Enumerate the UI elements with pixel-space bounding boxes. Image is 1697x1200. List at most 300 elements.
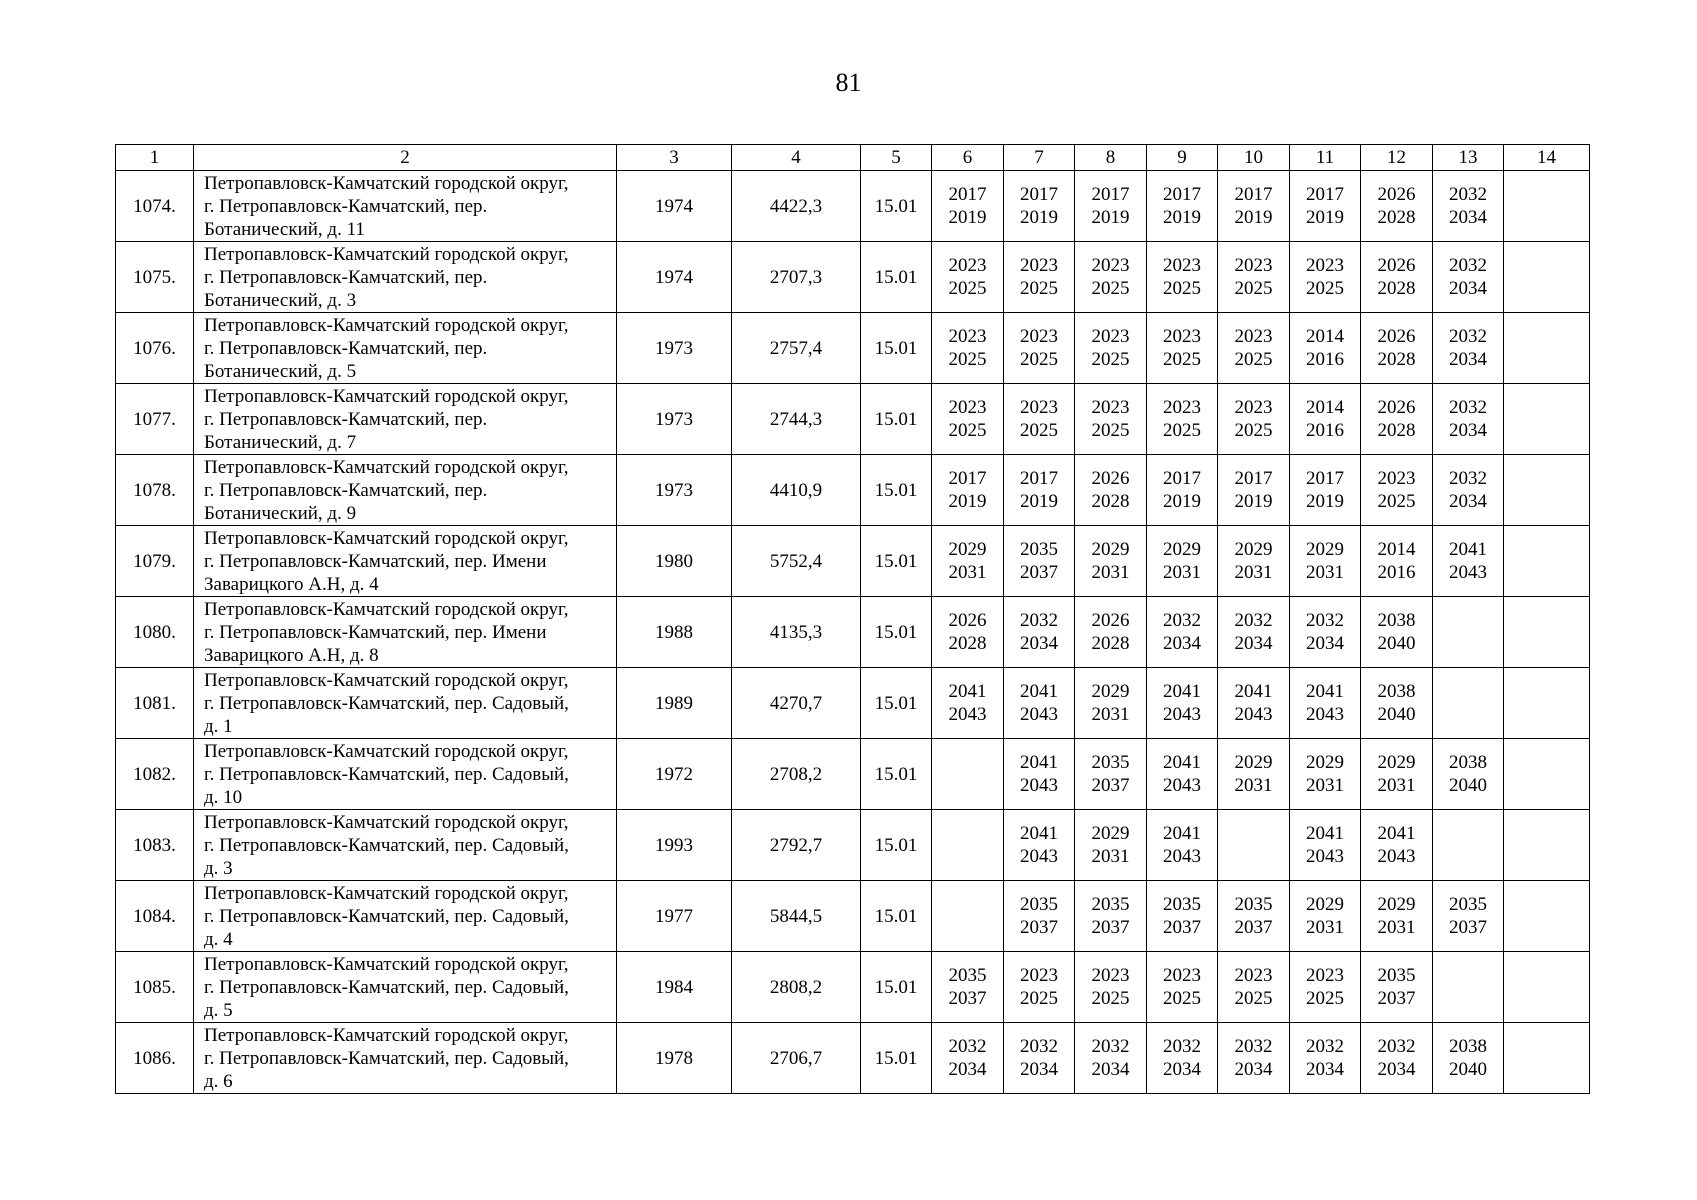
period-start: 2023: [1020, 255, 1058, 276]
period-cell: [1504, 810, 1590, 881]
period-end: 2043: [1377, 846, 1416, 867]
period-start: 2023: [1234, 255, 1273, 276]
period-start: 2026: [1091, 610, 1130, 631]
year-built-cell: 1984: [617, 952, 732, 1023]
table-row: [116, 881, 1590, 952]
year-built-cell: 1973: [617, 384, 732, 455]
period-cell: [1218, 810, 1290, 881]
period-cell: [1504, 313, 1590, 384]
period-start: 2029: [1306, 894, 1344, 915]
period-end: 2043: [1163, 846, 1201, 867]
year-built-cell: 1972: [617, 739, 732, 810]
period-end: 2034: [1163, 633, 1201, 654]
period-cell: [1147, 952, 1218, 1023]
period-cell: [1361, 810, 1433, 881]
period-cell: [1290, 313, 1361, 384]
period-cell: [1433, 455, 1504, 526]
period-start: 2026: [1377, 255, 1416, 276]
period-cell: [1290, 242, 1361, 313]
year-built-cell: 1980: [617, 526, 732, 597]
period-end: 2025: [1306, 988, 1344, 1009]
period-start: 2032: [1449, 468, 1487, 489]
period-end: 2025: [1020, 420, 1058, 441]
period-end: 2037: [1020, 562, 1058, 583]
period-end: 2025: [1091, 349, 1130, 370]
period-end: 2040: [1377, 704, 1416, 725]
period-start: 2029: [1377, 752, 1416, 773]
period-end: 2019: [1020, 491, 1058, 512]
address-line: д. 1: [204, 715, 233, 737]
period-end: 2019: [1091, 207, 1130, 228]
period-end: 2019: [948, 207, 987, 228]
address-line: Петропавловск-Камчатский городской округ,: [204, 527, 569, 549]
page-number: 81: [835, 68, 862, 97]
address-line: г. Петропавловск-Камчатский, пер.: [204, 479, 488, 501]
period-end: 2031: [1091, 704, 1130, 725]
table-row: [116, 171, 1590, 242]
period-end: 2034: [1234, 633, 1273, 654]
period-cell: [1147, 171, 1218, 242]
period-start: 2035: [1091, 894, 1130, 915]
period-cell: [1504, 597, 1590, 668]
period-cell: [1361, 384, 1433, 455]
row-number-cell: 1085.: [116, 952, 194, 1023]
period-start: 2023: [1163, 965, 1201, 986]
period-cell: [1504, 739, 1590, 810]
period-cell: [1004, 810, 1075, 881]
period-end: 2019: [1163, 207, 1201, 228]
period-start: 2023: [1234, 397, 1273, 418]
column-header-4: 4: [732, 145, 861, 171]
row-number-cell: 1086.: [116, 1023, 194, 1094]
period-end: 2034: [1449, 207, 1487, 228]
period-start: 2014: [1306, 397, 1344, 418]
period-start: 2038: [1377, 610, 1416, 631]
period-cell: [1004, 668, 1075, 739]
address-line: Ботанический, д. 11: [204, 218, 365, 240]
period-start: 2032: [1449, 326, 1487, 347]
period-cell: [1004, 455, 1075, 526]
period-cell: [1075, 952, 1147, 1023]
period-cell: [1433, 881, 1504, 952]
period-cell: [1433, 384, 1504, 455]
address-line: Заварицкого А.Н, д. 8: [204, 644, 379, 666]
period-end: 2037: [1020, 917, 1058, 938]
period-end: 2031: [1091, 562, 1130, 583]
period-end: 2031: [1306, 562, 1344, 583]
period-end: 2031: [1377, 775, 1416, 796]
period-start: 2026: [1091, 468, 1130, 489]
period-start: 2041: [1163, 752, 1201, 773]
address-line: д. 3: [204, 857, 233, 879]
address-line: г. Петропавловск-Камчатский, пер. Садовый,: [204, 976, 569, 998]
period-start: 2041: [1306, 823, 1344, 844]
period-cell: [1075, 1023, 1147, 1094]
year-built-cell: 1993: [617, 810, 732, 881]
period-cell: [1504, 1023, 1590, 1094]
period-start: 2026: [1377, 397, 1416, 418]
year-built-cell: 1978: [617, 1023, 732, 1094]
period-start: 2026: [948, 610, 987, 631]
period-end: 2034: [1449, 420, 1487, 441]
period-cell: [1004, 1023, 1075, 1094]
period-cell: [1361, 171, 1433, 242]
address-line: Ботанический, д. 7: [204, 431, 357, 453]
area-cell: 4410,9: [732, 455, 861, 526]
address-line: Петропавловск-Камчатский городской округ,: [204, 811, 569, 833]
table-row: [116, 384, 1590, 455]
period-cell: [1147, 384, 1218, 455]
address-line: Петропавловск-Камчатский городской округ,: [204, 314, 569, 336]
period-cell: [1218, 668, 1290, 739]
period-start: 2023: [1020, 397, 1058, 418]
period-cell: [1075, 171, 1147, 242]
period-start: 2032: [1306, 1036, 1344, 1057]
period-start: 2026: [1377, 326, 1416, 347]
period-cell: [1004, 952, 1075, 1023]
period-end: 2025: [1091, 278, 1130, 299]
address-line: Ботанический, д. 9: [204, 502, 357, 524]
period-end: 2025: [948, 420, 987, 441]
period-start: 2017: [948, 184, 987, 205]
area-cell: 2707,3: [732, 242, 861, 313]
period-end: 2019: [1234, 491, 1273, 512]
period-cell: [1361, 952, 1433, 1023]
period-cell: [1004, 597, 1075, 668]
period-end: 2034: [1020, 633, 1058, 654]
period-cell: [932, 526, 1004, 597]
period-cell: [932, 597, 1004, 668]
period-cell: [1504, 242, 1590, 313]
period-end: 2025: [1020, 988, 1058, 1009]
period-start: 2032: [1449, 255, 1487, 276]
period-start: 2017: [1020, 468, 1058, 489]
address-cell: [194, 668, 617, 739]
period-cell: [932, 739, 1004, 810]
row-number-cell: 1076.: [116, 313, 194, 384]
period-cell: [932, 668, 1004, 739]
period-cell: [1075, 597, 1147, 668]
period-end: 2031: [1377, 917, 1416, 938]
period-cell: [1004, 171, 1075, 242]
period-end: 2034: [1306, 633, 1344, 654]
period-start: 2017: [1306, 184, 1344, 205]
period-start: 2032: [1163, 1036, 1201, 1057]
period-start: 2017: [1234, 184, 1273, 205]
period-end: 2031: [1306, 917, 1344, 938]
period-end: 2040: [1449, 1059, 1487, 1080]
period-cell: [932, 313, 1004, 384]
address-line: Петропавловск-Камчатский городской округ,: [204, 456, 569, 478]
year-built-cell: 1974: [617, 242, 732, 313]
address-line: г. Петропавловск-Камчатский, пер.: [204, 337, 488, 359]
period-cell: [1218, 455, 1290, 526]
period-end: 2019: [1234, 207, 1273, 228]
period-end: 2034: [1234, 1059, 1273, 1080]
period-end: 2031: [1234, 562, 1273, 583]
period-start: 2023: [1163, 326, 1201, 347]
period-end: 2037: [1091, 775, 1130, 796]
column-header-9: 9: [1147, 145, 1218, 171]
period-start: 2041: [1020, 752, 1058, 773]
period-end: 2025: [1163, 420, 1201, 441]
housing-registry-table: [115, 144, 1590, 1094]
period-end: 2034: [1449, 491, 1487, 512]
period-start: 2017: [1163, 184, 1201, 205]
area-cell: 2757,4: [732, 313, 861, 384]
period-start: 2017: [1020, 184, 1058, 205]
period-start: 2035: [1163, 894, 1201, 915]
address-cell: [194, 455, 617, 526]
table-row: [116, 810, 1590, 881]
period-end: 2043: [1163, 704, 1201, 725]
code-cell: 15.01: [861, 739, 932, 810]
period-start: 2032: [1091, 1036, 1130, 1057]
address-line: Петропавловск-Камчатский городской округ,: [204, 669, 569, 691]
period-start: 2017: [948, 468, 987, 489]
table-row: [116, 739, 1590, 810]
area-cell: 2744,3: [732, 384, 861, 455]
period-cell: [1075, 455, 1147, 526]
header-row: [116, 145, 1590, 171]
period-cell: [1361, 526, 1433, 597]
period-cell: [1504, 384, 1590, 455]
period-end: 2037: [1234, 917, 1273, 938]
period-start: 2032: [1449, 184, 1487, 205]
address-line: Петропавловск-Камчатский городской округ,: [204, 882, 569, 904]
period-cell: [1433, 952, 1504, 1023]
period-cell: [1147, 1023, 1218, 1094]
period-cell: [1433, 739, 1504, 810]
column-header-12: 12: [1361, 145, 1433, 171]
period-cell: [1290, 739, 1361, 810]
period-start: 2023: [1020, 326, 1058, 347]
period-end: 2034: [1449, 349, 1487, 370]
area-cell: 2792,7: [732, 810, 861, 881]
table-row: [116, 455, 1590, 526]
period-cell: [932, 810, 1004, 881]
period-end: 2031: [1306, 775, 1344, 796]
table-row: [116, 526, 1590, 597]
period-cell: [1361, 313, 1433, 384]
period-start: 2038: [1449, 752, 1487, 773]
period-start: 2029: [1234, 539, 1273, 560]
period-cell: [1361, 597, 1433, 668]
period-cell: [1361, 668, 1433, 739]
period-end: 2031: [1234, 775, 1273, 796]
period-start: 2035: [1020, 894, 1058, 915]
period-cell: [932, 455, 1004, 526]
area-cell: 4422,3: [732, 171, 861, 242]
period-end: 2025: [1234, 349, 1273, 370]
period-start: 2032: [1234, 1036, 1273, 1057]
period-start: 2023: [1234, 965, 1273, 986]
code-cell: 15.01: [861, 455, 932, 526]
period-start: 2023: [1306, 255, 1344, 276]
code-cell: 15.01: [861, 384, 932, 455]
period-start: 2035: [1449, 894, 1487, 915]
period-end: 2031: [1163, 562, 1201, 583]
period-cell: [1004, 739, 1075, 810]
period-cell: [1290, 455, 1361, 526]
column-header-8: 8: [1075, 145, 1147, 171]
address-line: Ботанический, д. 5: [204, 360, 357, 382]
period-cell: [1433, 668, 1504, 739]
period-start: 2041: [1020, 681, 1058, 702]
period-cell: [1504, 668, 1590, 739]
period-cell: [1433, 526, 1504, 597]
period-end: 2028: [1377, 278, 1416, 299]
row-number-cell: 1077.: [116, 384, 194, 455]
address-cell: [194, 1023, 617, 1094]
period-start: 2023: [1091, 326, 1130, 347]
period-start: 2029: [1091, 681, 1130, 702]
period-end: 2019: [948, 491, 987, 512]
period-end: 2028: [948, 633, 987, 654]
period-cell: [1433, 313, 1504, 384]
row-number-cell: 1078.: [116, 455, 194, 526]
period-end: 2025: [1306, 278, 1344, 299]
address-line: г. Петропавловск-Камчатский, пер. Садовый,: [204, 905, 569, 927]
period-end: 2019: [1163, 491, 1201, 512]
period-cell: [1147, 455, 1218, 526]
period-cell: [1147, 881, 1218, 952]
period-cell: [1004, 313, 1075, 384]
column-header-7: 7: [1004, 145, 1075, 171]
column-header-2: 2: [194, 145, 617, 171]
period-end: 2016: [1377, 562, 1416, 583]
column-header-5: 5: [861, 145, 932, 171]
period-cell: [1218, 526, 1290, 597]
period-cell: [1075, 668, 1147, 739]
row-number-cell: 1075.: [116, 242, 194, 313]
address-line: Ботанический, д. 3: [204, 289, 357, 311]
address-line: д. 4: [204, 928, 233, 950]
period-cell: [1290, 597, 1361, 668]
period-end: 2034: [1163, 1059, 1201, 1080]
period-cell: [1361, 881, 1433, 952]
address-line: г. Петропавловск-Камчатский, пер.: [204, 408, 488, 430]
period-end: 2025: [1234, 278, 1273, 299]
period-start: 2041: [1449, 539, 1487, 560]
address-cell: [194, 739, 617, 810]
period-cell: [932, 242, 1004, 313]
period-cell: [1433, 1023, 1504, 1094]
year-built-cell: 1989: [617, 668, 732, 739]
column-header-14: 14: [1504, 145, 1590, 171]
period-end: 2025: [1234, 420, 1273, 441]
period-end: 2025: [1020, 278, 1058, 299]
period-start: 2041: [1377, 823, 1416, 844]
address-cell: [194, 597, 617, 668]
address-cell: [194, 313, 617, 384]
period-start: 2032: [1306, 610, 1344, 631]
period-start: 2032: [1234, 610, 1273, 631]
period-start: 2023: [1163, 255, 1201, 276]
row-number-cell: 1080.: [116, 597, 194, 668]
period-end: 2028: [1377, 349, 1416, 370]
period-start: 2029: [1163, 539, 1201, 560]
column-header-10: 10: [1218, 145, 1290, 171]
period-cell: [932, 1023, 1004, 1094]
period-end: 2025: [1377, 491, 1416, 512]
period-start: 2023: [1306, 965, 1344, 986]
address-cell: [194, 881, 617, 952]
period-start: 2032: [1020, 610, 1058, 631]
period-end: 2043: [1020, 846, 1058, 867]
period-end: 2040: [1377, 633, 1416, 654]
row-number-cell: 1079.: [116, 526, 194, 597]
period-start: 2017: [1091, 184, 1130, 205]
period-cell: [932, 952, 1004, 1023]
address-line: г. Петропавловск-Камчатский, пер. Садовый,: [204, 834, 569, 856]
period-cell: [1504, 171, 1590, 242]
code-cell: 15.01: [861, 597, 932, 668]
period-end: 2025: [1163, 278, 1201, 299]
period-cell: [1147, 242, 1218, 313]
period-start: 2017: [1163, 468, 1201, 489]
area-cell: 4135,3: [732, 597, 861, 668]
period-start: 2029: [1091, 823, 1130, 844]
period-cell: [1433, 810, 1504, 881]
area-cell: 2708,2: [732, 739, 861, 810]
period-start: 2023: [1377, 468, 1416, 489]
table-row: [116, 668, 1590, 739]
code-cell: 15.01: [861, 952, 932, 1023]
period-end: 2025: [1163, 988, 1201, 1009]
row-number-cell: 1084.: [116, 881, 194, 952]
period-end: 2043: [1234, 704, 1273, 725]
address-line: д. 6: [204, 1070, 233, 1092]
row-number-cell: 1082.: [116, 739, 194, 810]
period-start: 2032: [1163, 610, 1201, 631]
period-end: 2043: [1306, 704, 1344, 725]
period-end: 2037: [1449, 917, 1487, 938]
period-start: 2023: [948, 397, 987, 418]
address-cell: [194, 384, 617, 455]
code-cell: 15.01: [861, 171, 932, 242]
period-start: 2038: [1377, 681, 1416, 702]
column-header-3: 3: [617, 145, 732, 171]
period-cell: [1290, 881, 1361, 952]
period-end: 2043: [1449, 562, 1487, 583]
period-end: 2025: [1234, 988, 1273, 1009]
period-start: 2023: [1234, 326, 1273, 347]
period-start: 2029: [1234, 752, 1273, 773]
period-cell: [1075, 313, 1147, 384]
period-end: 2025: [1020, 349, 1058, 370]
period-cell: [1075, 739, 1147, 810]
period-start: 2041: [1306, 681, 1344, 702]
period-cell: [1147, 526, 1218, 597]
period-end: 2019: [1306, 207, 1344, 228]
area-cell: 5752,4: [732, 526, 861, 597]
area-cell: 2706,7: [732, 1023, 861, 1094]
period-cell: [1290, 952, 1361, 1023]
period-cell: [1218, 881, 1290, 952]
period-start: 2038: [1449, 1036, 1487, 1057]
period-end: 2028: [1091, 491, 1130, 512]
table-row: [116, 952, 1590, 1023]
period-end: 2034: [1091, 1059, 1130, 1080]
period-end: 2031: [948, 562, 987, 583]
year-built-cell: 1977: [617, 881, 732, 952]
period-end: 2043: [1306, 846, 1344, 867]
period-cell: [1433, 597, 1504, 668]
period-start: 2023: [1020, 965, 1058, 986]
period-cell: [1075, 881, 1147, 952]
address-line: г. Петропавловск-Камчатский, пер. Садовый,: [204, 692, 569, 714]
